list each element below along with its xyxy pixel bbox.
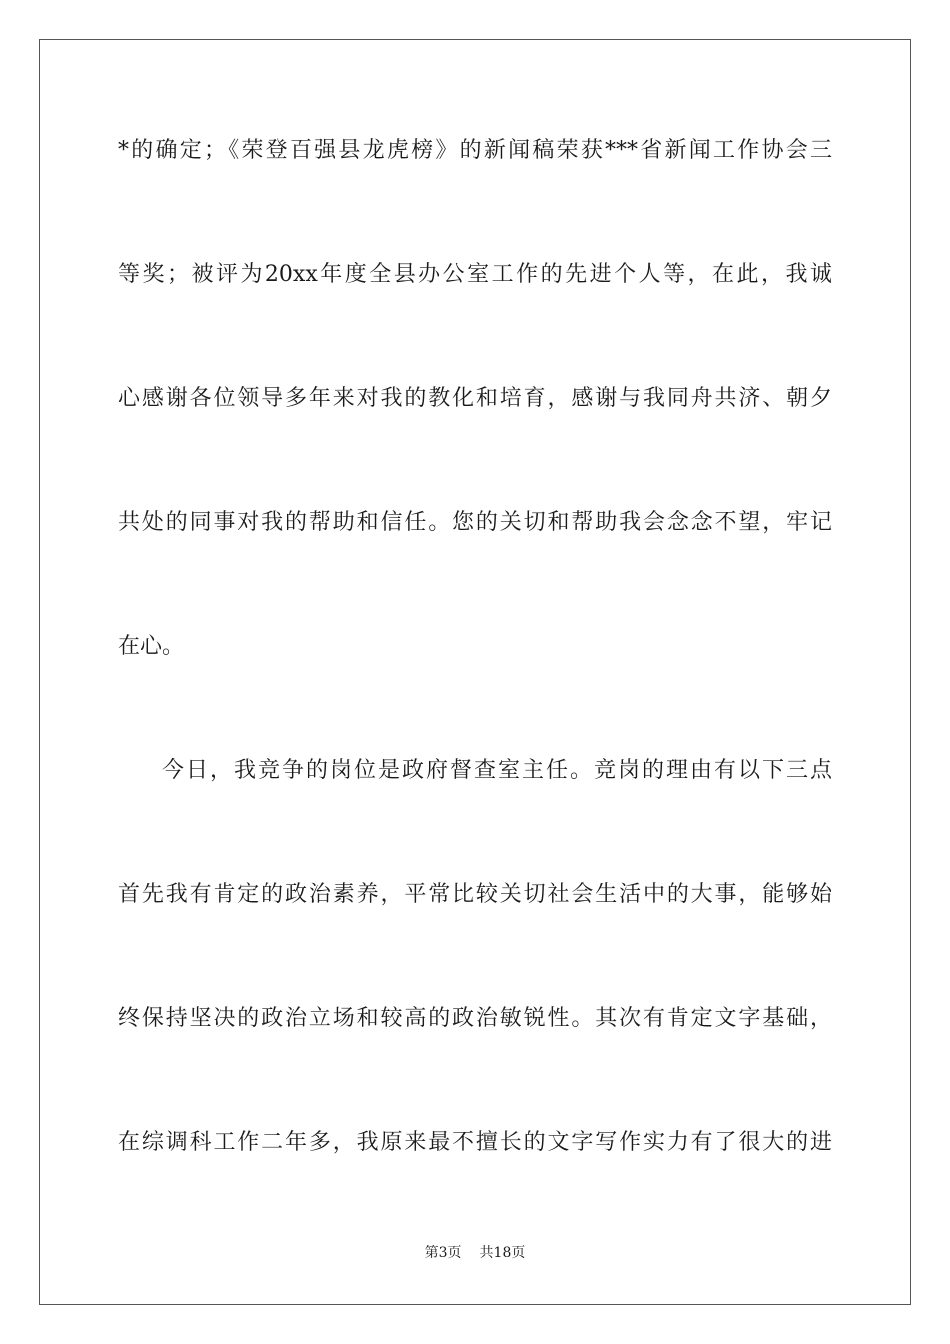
paragraph-line: *的确定；《荣登百强县龙虎榜》的新闻稿荣获***省新闻工作协会三	[118, 138, 832, 163]
paragraph-line: 今日，我竞争的岗位是政府督查室主任。竞岗的理由有以下三点	[162, 758, 832, 783]
page-total: 共18页	[479, 1245, 526, 1261]
paragraph-line: 在心。	[118, 634, 185, 659]
paragraph-line: 等奖；被评为20xx年度全县办公室工作的先进个人等，在此，我诚	[118, 262, 832, 287]
paragraph-line: 心感谢各位领导多年来对我的教化和培育，感谢与我同舟共济、朝夕	[118, 386, 832, 411]
page-footer	[0, 1244, 950, 1262]
paragraph-line: 终保持坚决的政治立场和较高的政治敏锐性。其次有肯定文字基础，	[118, 1006, 832, 1031]
paragraph-line: 在综调科工作二年多，我原来最不擅长的文字写作实力有了很大的进	[118, 1130, 832, 1155]
page-border	[39, 39, 911, 1305]
paragraph-line: 共处的同事对我的帮助和信任。您的关切和帮助我会念念不望，牢记	[118, 510, 832, 535]
page-number: 第3页	[424, 1245, 462, 1261]
paragraph-line: 首先我有肯定的政治素养，平常比较关切社会生活中的大事，能够始	[118, 882, 832, 907]
